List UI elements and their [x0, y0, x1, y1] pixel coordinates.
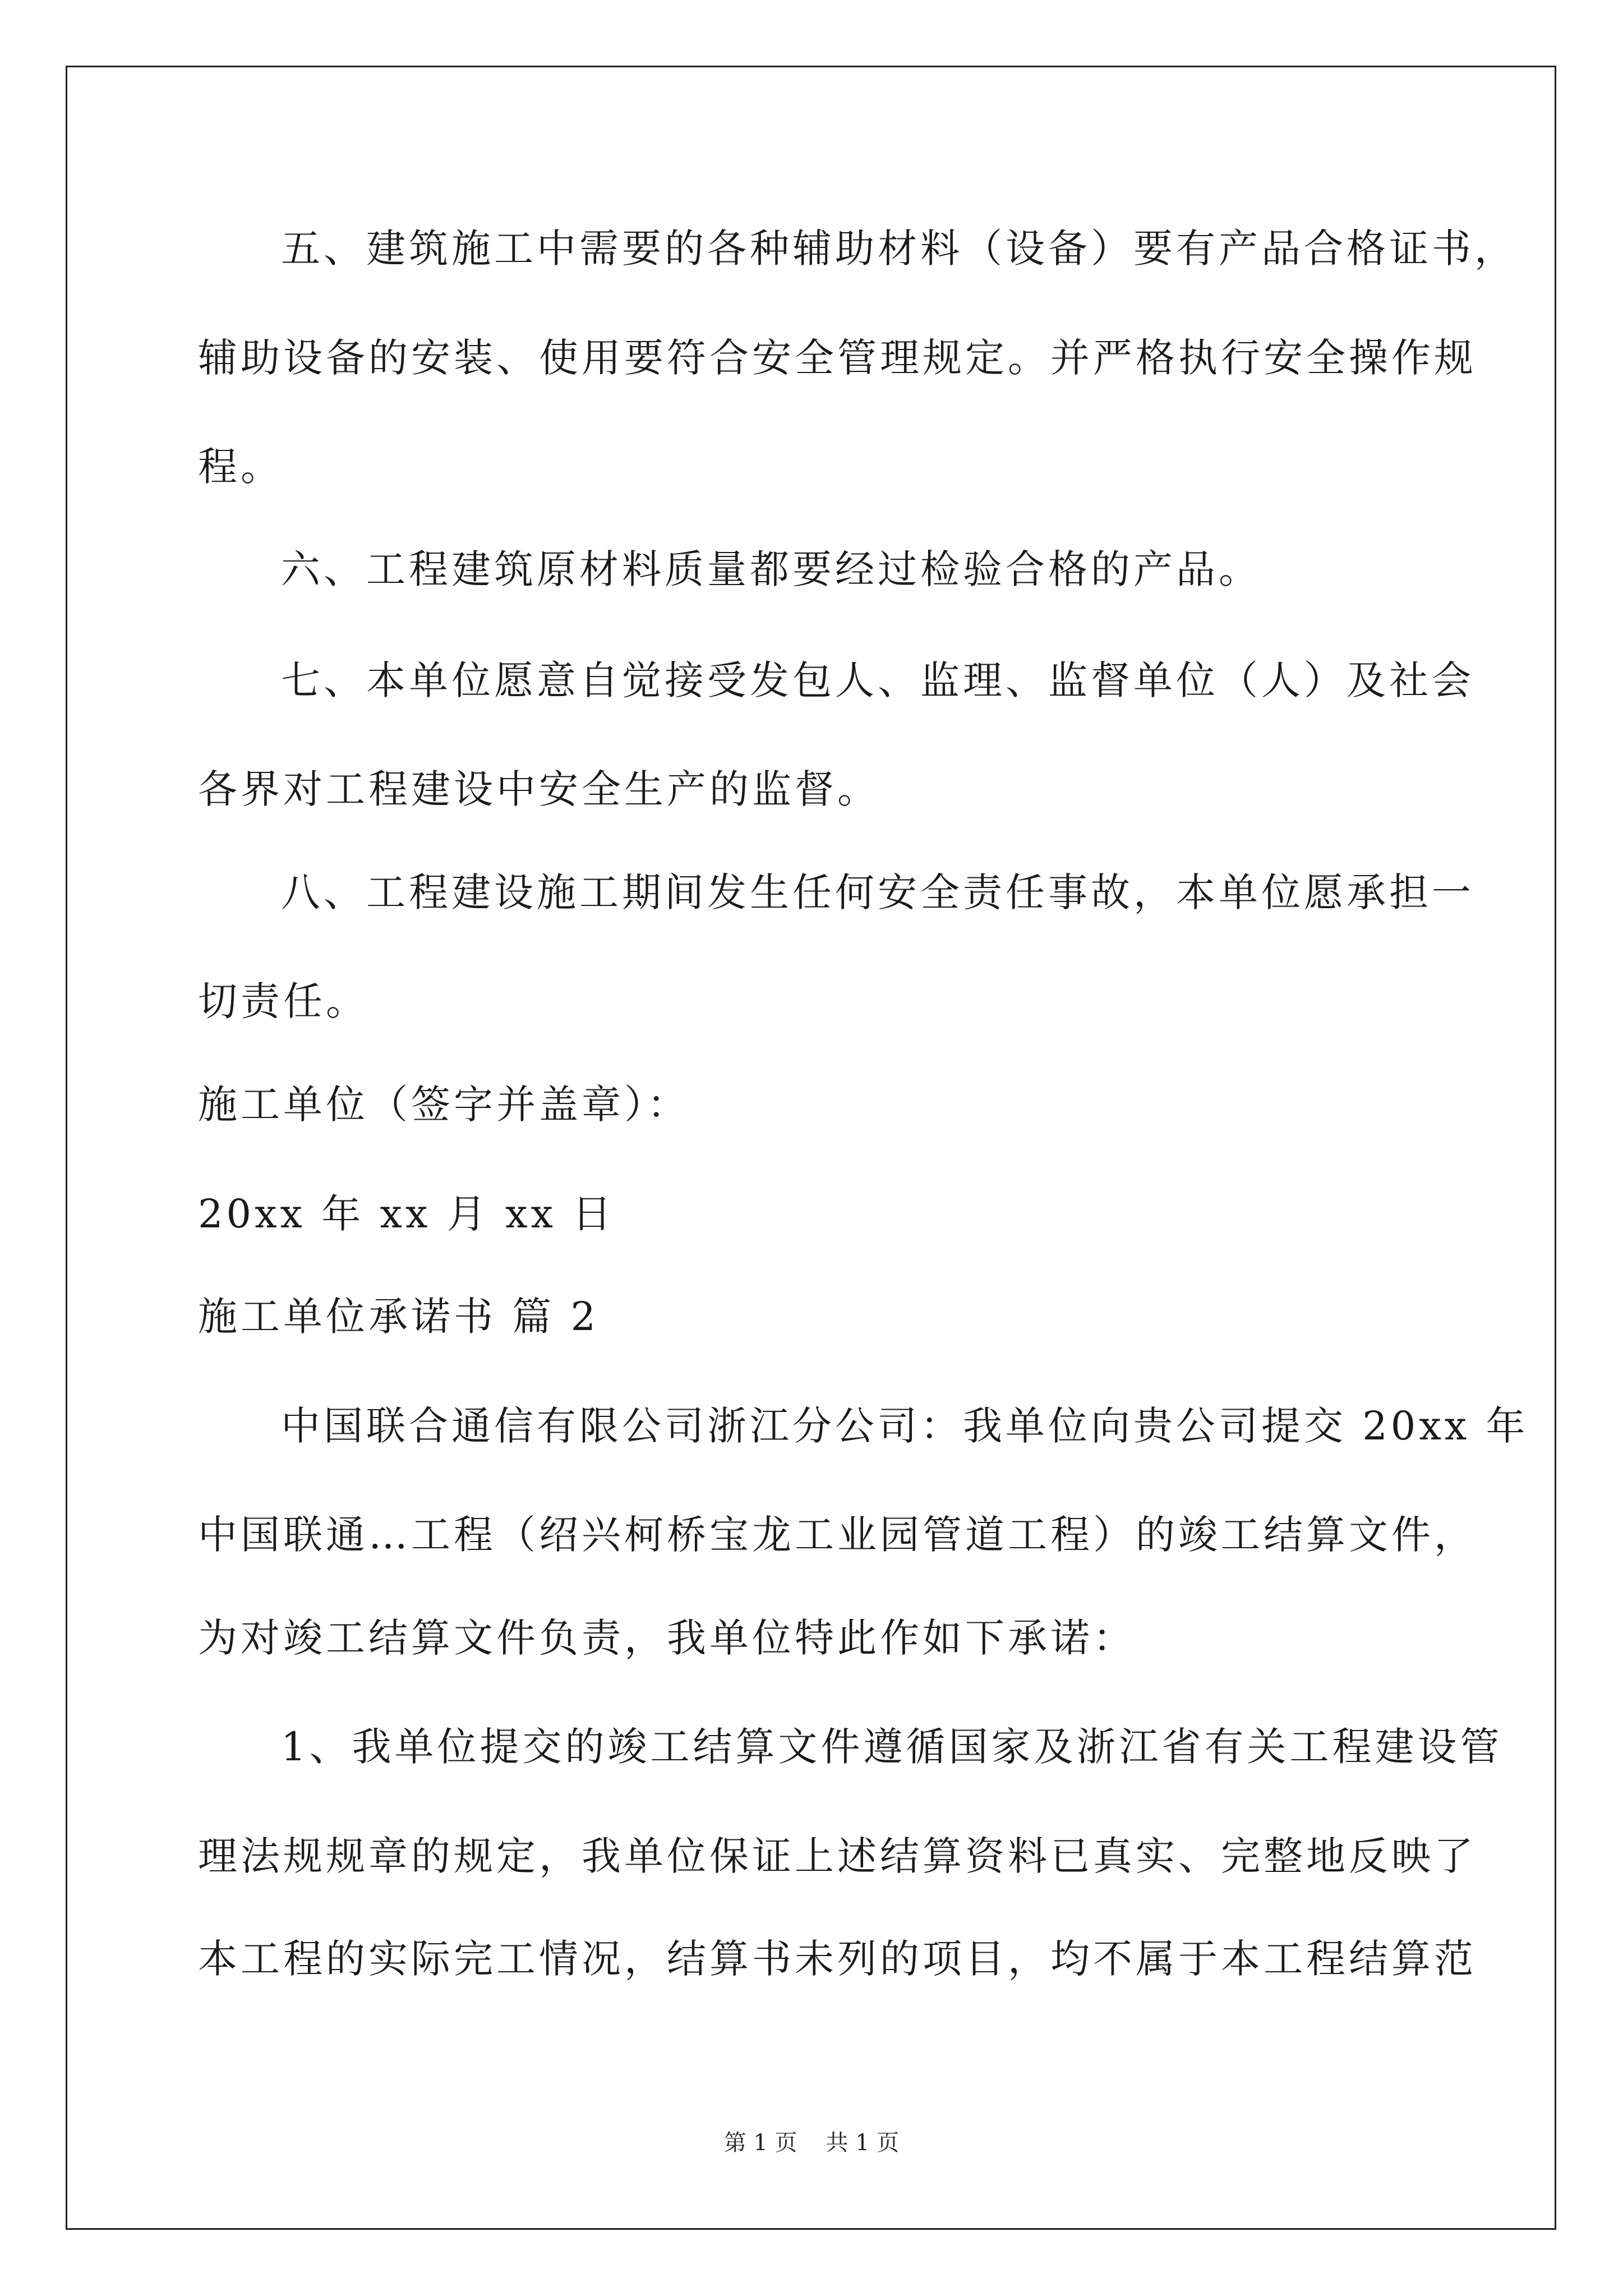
commitment-1-line-1: 1、我单位提交的竣工结算文件遵循国家及浙江省有关工程建设管 [281, 1724, 1503, 1770]
commitment-1-line-2: 理法规规章的规定，我单位保证上述结算资料已真实、完整地反映了 [198, 1833, 1477, 1879]
item-6-line-1: 六、工程建筑原材料质量都要经过检验合格的产品。 [281, 546, 1261, 592]
item-7-line-2: 各界对工程建设中安全生产的监督。 [198, 766, 880, 812]
item-5-line-2: 辅助设备的安装、使用要符合安全管理规定。并严格执行安全操作规 [198, 335, 1477, 381]
item-5-line-3: 程。 [198, 444, 283, 490]
section-title: 施工单位承诺书 篇 2 [198, 1294, 600, 1340]
intro-line-2: 中国联通…工程（绍兴柯桥宝龙工业园管道工程）的竣工结算文件， [198, 1512, 1477, 1558]
item-7-line-1: 七、本单位愿意自觉接受发包人、监理、监督单位（人）及社会 [281, 657, 1474, 703]
commitment-1-line-3: 本工程的实际完工情况，结算书未列的项目，均不属于本工程结算范 [198, 1936, 1477, 1982]
intro-line-1: 中国联合通信有限公司浙江分公司：我单位向贵公司提交 20xx 年 [281, 1403, 1529, 1449]
item-8-line-1: 八、工程建设施工期间发生任何安全责任事故，本单位愿承担一 [281, 869, 1474, 915]
item-5-line-1: 五、建筑施工中需要的各种辅助材料（设备）要有产品合格证书， [281, 226, 1517, 272]
signature-label: 施工单位（签字并盖章）： [198, 1082, 690, 1128]
page-indicator: 第 1 页 共 1 页 [723, 2130, 900, 2156]
item-8-line-2: 切责任。 [198, 978, 368, 1024]
intro-line-3: 为对竣工结算文件负责，我单位特此作如下承诺： [198, 1615, 1136, 1661]
page-border [66, 66, 1556, 2230]
date-line: 20xx 年 xx 月 xx 日 [198, 1191, 615, 1237]
